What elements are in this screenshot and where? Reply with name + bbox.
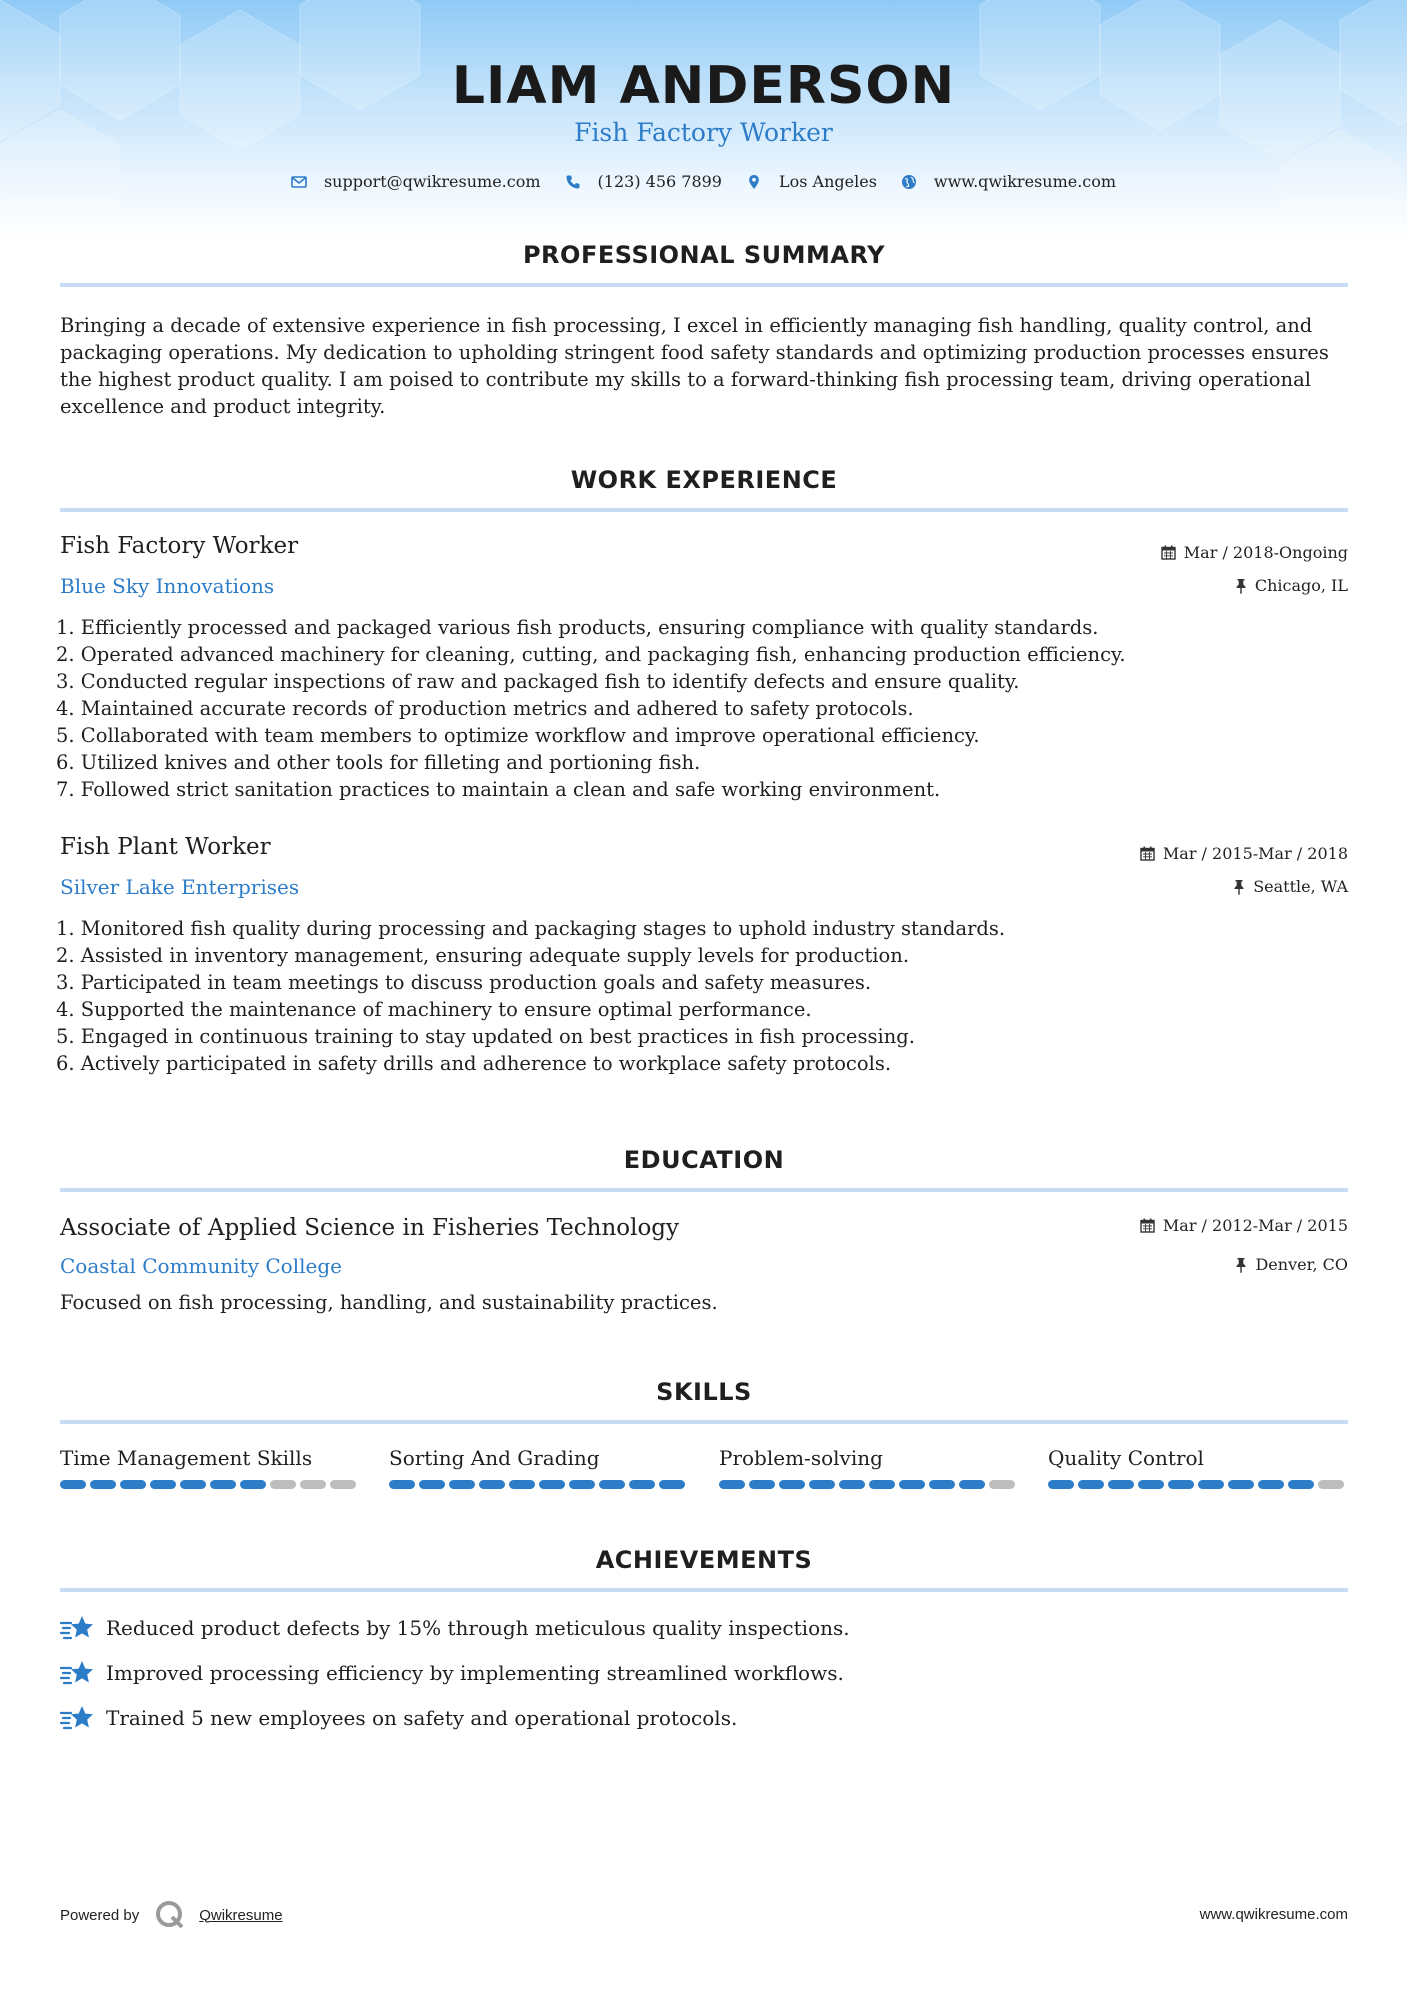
- qwikresume-logo-icon: [155, 1900, 185, 1930]
- skill-name: Time Management Skills: [60, 1446, 313, 1470]
- powered-by: [60, 1900, 283, 1930]
- skill-name: Problem-solving: [719, 1446, 883, 1470]
- skill-dot-filled: [1048, 1480, 1074, 1489]
- skill-dot-filled: [240, 1480, 266, 1489]
- map-pin-icon: [746, 174, 762, 190]
- contact-bar: [0, 172, 1407, 191]
- skill-item: [719, 1446, 1019, 1489]
- skill-level-meter: [1048, 1480, 1348, 1489]
- job-company: Silver Lake Enterprises: [60, 875, 300, 899]
- skill-item: [60, 1446, 360, 1489]
- section-title-summary: PROFESSIONAL SUMMARY: [522, 241, 886, 269]
- job-dates: [1161, 543, 1348, 562]
- pushpin-icon: [1235, 578, 1247, 594]
- skill-dot-filled: [449, 1480, 475, 1489]
- job-location: [1233, 877, 1348, 896]
- skill-item: [1048, 1446, 1348, 1489]
- list-item: 3. Conducted regular inspections of raw and packaged fish to identify defects and ensure quality.: [56, 670, 1020, 693]
- skill-dot-filled: [90, 1480, 116, 1489]
- skill-dot-filled: [539, 1480, 565, 1489]
- skill-dot-empty: [1318, 1480, 1344, 1489]
- job-dates-text: Mar / 2018-Ongoing: [1183, 543, 1348, 562]
- list-item: 6. Actively participated in safety drills and adherence to workplace safety protocols.: [56, 1052, 892, 1075]
- list-item: 5. Engaged in continuous training to stay updated on best practices in fish processing.: [56, 1025, 915, 1048]
- section-title-experience: WORK EXPERIENCE: [570, 466, 838, 494]
- skill-dot-filled: [509, 1480, 535, 1489]
- contact-phone[interactable]: [565, 172, 722, 191]
- job-title: Fish Factory Worker: [60, 533, 299, 559]
- section-divider: [60, 1588, 1348, 1592]
- section-divider: [60, 1188, 1348, 1192]
- skill-dot-filled: [749, 1480, 775, 1489]
- skill-dot-filled: [629, 1480, 655, 1489]
- achievement-item: [60, 1659, 844, 1687]
- skill-dot-filled: [1078, 1480, 1104, 1489]
- job-location: [1235, 576, 1348, 595]
- achievement-text: Trained 5 new employees on safety and operational protocols.: [106, 1706, 738, 1730]
- shooting-star-icon: [60, 1704, 94, 1732]
- achievement-text: Reduced product defects by 15% through meticulous quality inspections.: [106, 1616, 850, 1640]
- education-dates: [1140, 1216, 1348, 1235]
- skill-dot-filled: [210, 1480, 236, 1489]
- skill-dot-filled: [659, 1480, 685, 1489]
- skill-dot-filled: [569, 1480, 595, 1489]
- list-item: 1. Efficiently processed and packaged various fish products, ensuring compliance with quality standards.: [56, 616, 1099, 639]
- website-text: www.qwikresume.com: [933, 172, 1117, 191]
- pushpin-icon: [1235, 1257, 1247, 1273]
- list-item: 2. Assisted in inventory management, ensuring adequate supply levels for production.: [56, 944, 910, 967]
- education-dates-text: Mar / 2012-Mar / 2015: [1162, 1216, 1348, 1235]
- education-description: Focused on fish processing, handling, and sustainability practices.: [60, 1291, 718, 1314]
- skill-dot-empty: [270, 1480, 296, 1489]
- section-divider: [60, 1420, 1348, 1424]
- skill-level-meter: [719, 1480, 1019, 1489]
- job-title: Fish Plant Worker: [60, 834, 271, 860]
- skill-dot-filled: [1138, 1480, 1164, 1489]
- skill-dot-filled: [869, 1480, 895, 1489]
- achievement-item: [60, 1704, 737, 1732]
- skill-level-meter: [389, 1480, 689, 1489]
- skill-dot-filled: [60, 1480, 86, 1489]
- section-title-education: EDUCATION: [623, 1146, 785, 1174]
- list-item: 2. Operated advanced machinery for cleaning, cutting, and packaging fish, enhancing production efficiency.: [56, 643, 1126, 666]
- skill-name: Sorting And Grading: [389, 1446, 600, 1470]
- section-title-achievements: ACHIEVEMENTS: [595, 1546, 813, 1574]
- school-name: Coastal Community College: [60, 1254, 342, 1278]
- section-divider: [60, 508, 1348, 512]
- phone-text: (123) 456 7899: [597, 172, 722, 191]
- job-dates-text: Mar / 2015-Mar / 2018: [1162, 844, 1348, 863]
- skill-dot-filled: [1108, 1480, 1134, 1489]
- phone-icon: [565, 174, 581, 190]
- achievement-item: [60, 1614, 850, 1642]
- skill-dot-empty: [300, 1480, 326, 1489]
- skill-dot-filled: [479, 1480, 505, 1489]
- list-item: 4. Supported the maintenance of machinery to ensure optimal performance.: [56, 998, 812, 1021]
- calendar-icon: [1140, 846, 1155, 861]
- list-item: 5. Collaborated with team members to optimize workflow and improve operational efficiency.: [56, 724, 980, 747]
- skill-dot-filled: [1228, 1480, 1254, 1489]
- powered-by-label: Powered by: [60, 1906, 140, 1924]
- job-responsibilities: [56, 915, 1346, 1077]
- calendar-icon: [1140, 1218, 1155, 1233]
- list-item: 4. Maintained accurate records of production metrics and adhered to safety protocols.: [56, 697, 914, 720]
- skill-dot-filled: [839, 1480, 865, 1489]
- job-location-text: Chicago, IL: [1254, 576, 1348, 595]
- skill-dot-filled: [1288, 1480, 1314, 1489]
- qwikresume-link[interactable]: Qwikresume: [199, 1906, 283, 1924]
- skill-dot-filled: [599, 1480, 625, 1489]
- list-item: 6. Utilized knives and other tools for filleting and portioning fish.: [56, 751, 701, 774]
- contact-email[interactable]: [291, 172, 541, 191]
- skill-dot-empty: [989, 1480, 1015, 1489]
- skill-dot-filled: [150, 1480, 176, 1489]
- globe-icon: [901, 174, 917, 190]
- skill-dot-filled: [779, 1480, 805, 1489]
- education-location: [1235, 1255, 1348, 1274]
- candidate-role: Fish Factory Worker: [574, 118, 833, 147]
- job-responsibilities: [56, 614, 1346, 803]
- skill-dot-filled: [809, 1480, 835, 1489]
- skill-dot-filled: [120, 1480, 146, 1489]
- skill-dot-filled: [719, 1480, 745, 1489]
- job-location-text: Seattle, WA: [1253, 877, 1348, 896]
- skill-level-meter: [60, 1480, 360, 1489]
- education-location-text: Denver, CO: [1255, 1255, 1348, 1274]
- list-item: 1. Monitored fish quality during processing and packaging stages to uphold industry standards.: [56, 917, 1006, 940]
- skill-dot-filled: [1258, 1480, 1284, 1489]
- pushpin-icon: [1233, 879, 1245, 895]
- section-divider: [60, 283, 1348, 287]
- degree-title: Associate of Applied Science in Fisheries Technology: [60, 1215, 680, 1241]
- skill-dot-filled: [419, 1480, 445, 1489]
- skill-dot-filled: [389, 1480, 415, 1489]
- section-title-skills: SKILLS: [656, 1378, 752, 1406]
- skill-dot-filled: [1168, 1480, 1194, 1489]
- job-company: Blue Sky Innovations: [60, 574, 275, 598]
- list-item: 7. Followed strict sanitation practices to maintain a clean and safe working environment.: [56, 778, 941, 801]
- skill-dot-filled: [899, 1480, 925, 1489]
- skill-dot-filled: [180, 1480, 206, 1489]
- skill-dot-filled: [1198, 1480, 1224, 1489]
- contact-website[interactable]: [901, 172, 1116, 191]
- skill-item: [389, 1446, 689, 1489]
- summary-text: Bringing a decade of extensive experience in fish processing, I excel in efficiently managing fish handling, quality control, and packaging operations. My dedication to upholding stringent food safety standards and optimizing production processes ensures the highest product quality. I am poised to contribute my skills to a forward-thinking fish processing team, driving operational excellence and product integrity.: [60, 314, 1329, 418]
- envelope-icon: [291, 174, 307, 190]
- contact-location: [746, 172, 877, 191]
- calendar-icon: [1161, 545, 1176, 560]
- candidate-name: LIAM ANDERSON: [451, 56, 956, 116]
- list-item: 3. Participated in team meetings to discuss production goals and safety measures.: [56, 971, 872, 994]
- job-dates: [1140, 844, 1348, 863]
- skill-dot-empty: [330, 1480, 356, 1489]
- location-text: Los Angeles: [778, 172, 877, 191]
- email-text: support@qwikresume.com: [323, 172, 541, 191]
- achievement-text: Improved processing efficiency by implementing streamlined workflows.: [106, 1661, 844, 1685]
- skill-name: Quality Control: [1048, 1446, 1204, 1470]
- shooting-star-icon: [60, 1659, 94, 1687]
- skill-dot-filled: [959, 1480, 985, 1489]
- skill-dot-filled: [929, 1480, 955, 1489]
- shooting-star-icon: [60, 1614, 94, 1642]
- footer-website[interactable]: www.qwikresume.com: [1199, 1906, 1348, 1923]
